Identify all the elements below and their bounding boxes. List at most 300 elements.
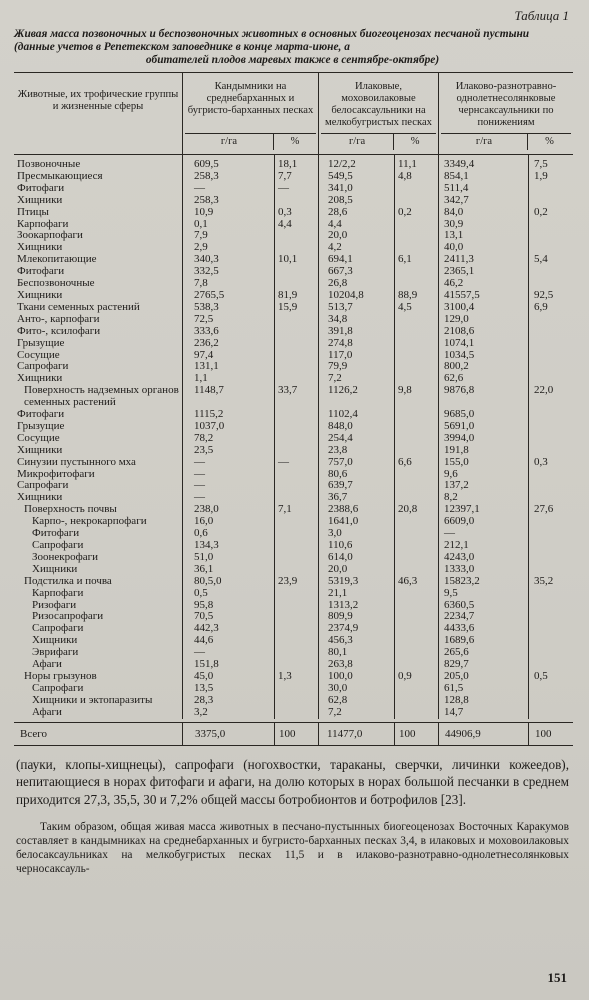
header-group-2 [318, 73, 438, 154]
header-group-3 [438, 73, 573, 154]
cell-percent: 4,4 [278, 217, 292, 230]
header-group-1 [182, 73, 318, 154]
cell-mass: 128,8 [444, 693, 469, 706]
cell-percent: 4,5 [398, 300, 412, 313]
total-value: 100 [394, 723, 438, 745]
cell-mass: — [194, 491, 205, 504]
cell-mass: 694,1 [328, 253, 353, 266]
cell-percent: 9,8 [398, 384, 412, 397]
cell-mass: 20,0 [328, 562, 348, 575]
header-percent: % [273, 134, 316, 150]
cell-mass: 10204,8 [328, 288, 364, 301]
cell-percent: 0,3 [534, 455, 548, 468]
cell-percent [394, 611, 438, 623]
header-group-title: Илаково-разнотравно-однолетнесолянковые чернсаксаульники по понижениям [455, 81, 557, 128]
cell-percent: 1,9 [534, 169, 548, 182]
cell-percent [528, 611, 573, 623]
cell-mass: 51,0 [194, 550, 214, 563]
row-label: Фито-, ксилофаги [17, 324, 101, 337]
cell-percent [394, 445, 438, 457]
cell-mass: 84,0 [444, 205, 464, 218]
cell-percent [528, 516, 573, 528]
cell-percent [274, 528, 318, 540]
cell-mass: 1313,2 [328, 598, 359, 611]
cell-mass: 3994,0 [444, 431, 475, 444]
cell-percent [274, 230, 318, 242]
cell-mass: 254,4 [328, 431, 353, 444]
row-label: Грызущие [17, 419, 65, 432]
cell-mass: 274,8 [328, 336, 353, 349]
cell-percent: 7,5 [534, 158, 548, 170]
total-value: 11477,0 [318, 723, 394, 745]
cell-mass: 23,8 [328, 443, 348, 456]
table-row [14, 457, 573, 469]
cell-mass: 2388,6 [328, 503, 359, 516]
row-label: Сапрофаги [32, 539, 84, 551]
cell-mass: 110,6 [328, 539, 353, 551]
cell-mass: 80,6 [328, 467, 348, 480]
cell-percent [394, 564, 438, 576]
cell-mass: 0,5 [194, 586, 208, 599]
row-label: Ткани семенных растений [17, 300, 140, 313]
row-label: Сосущие [17, 431, 60, 444]
cell-mass: 258,3 [194, 193, 219, 206]
column-divider [318, 155, 319, 719]
cell-percent: 92,5 [534, 288, 554, 301]
body-paragraph-small: Таким образом, общая живая масса животных в песчано-пустынных биогеоценозах Восточных Каракумов составляет в кандымниках на среднебарханных и бугристо-барханных песках 3,4, в илаковых и моховоилаковых белосаксаульниках на мелкобугристых песках 11,5 и в илаково-разнотравно-однолетнесолянковых черносаксауль- [16, 821, 569, 876]
cell-mass: 1641,0 [328, 515, 359, 528]
cell-percent [394, 314, 438, 326]
cell-percent: 0,3 [278, 205, 292, 218]
cell-mass: 2108,6 [444, 324, 475, 337]
cell-percent [274, 480, 318, 492]
cell-percent [528, 683, 573, 695]
cell-percent: 6,1 [398, 253, 412, 266]
cell-mass: 4,4 [328, 217, 342, 230]
row-label: Млекопитающие [17, 253, 97, 266]
cell-mass: 9,5 [444, 586, 458, 599]
cell-percent [394, 623, 438, 635]
cell-mass: 134,3 [194, 539, 219, 551]
row-label: Сапрофаги [17, 360, 69, 373]
cell-mass: 9,6 [444, 467, 458, 480]
cell-mass: 20,0 [328, 229, 348, 242]
caption-line: песчаной пустыни (данные учетов в Репетекском заповеднике в конце марта-июне, а [14, 28, 530, 53]
cell-percent [274, 326, 318, 338]
cell-mass: 1126,2 [328, 384, 358, 397]
row-label: Подстилка и почва [24, 574, 112, 587]
cell-percent [274, 623, 318, 635]
cell-mass: 1148,7 [194, 384, 224, 397]
cell-percent [528, 326, 573, 338]
header-group-title: Кандымники на среднебарханных и бугристо-барханных песках [187, 81, 314, 116]
cell-mass: 7,2 [328, 372, 342, 385]
cell-mass: 9685,0 [444, 408, 475, 421]
cell-percent [528, 421, 573, 433]
table-row [14, 207, 573, 219]
table-row [14, 254, 573, 266]
cell-mass: 26,8 [328, 277, 348, 290]
table-row [14, 683, 573, 695]
cell-mass: — [194, 646, 205, 659]
table-row [14, 659, 573, 671]
cell-mass: 28,6 [328, 205, 348, 218]
cell-percent: 23,9 [278, 574, 298, 587]
cell-mass: 30,9 [444, 217, 464, 230]
cell-mass: 1034,5 [444, 348, 475, 361]
cell-percent: 6,9 [534, 300, 548, 313]
cell-mass: 151,8 [194, 658, 219, 671]
cell-percent [274, 314, 318, 326]
header-subcols [441, 133, 571, 150]
cell-mass: 2411,3 [444, 253, 474, 266]
cell-percent [394, 707, 438, 719]
cell-percent [528, 195, 573, 207]
cell-mass: 265,6 [444, 646, 469, 659]
row-label: Анто-, карпофаги [17, 312, 100, 325]
cell-mass: 62,6 [444, 372, 464, 385]
cell-percent: 27,6 [534, 503, 554, 516]
table-row [14, 195, 573, 207]
column-divider [528, 155, 529, 719]
caption-line: обитателей плодов маревых также в сентябре-октябре) [145, 54, 440, 66]
cell-percent [528, 623, 573, 635]
table-row [14, 266, 573, 278]
cell-mass: 4243,0 [444, 550, 475, 563]
table-total-row [14, 722, 573, 746]
body-paragraph: (пауки, клопы-хищнецы), сапрофаги (ногохвостки, тараканы, сверчки, личинки кожеедов), непитающиеся в норах фитофаги и афаги, на долю которых в норах большой песчанки в среднем приходится 27,3, 35,5, 30 и 7,2% общей массы ботробионтов и ботрофилов [23]. [16, 756, 569, 807]
row-label: Эврифаги [32, 646, 79, 659]
cell-percent: — [278, 181, 289, 194]
cell-percent [394, 469, 438, 481]
cell-percent: 10,1 [278, 253, 298, 266]
cell-mass: 614,0 [328, 550, 353, 563]
cell-percent [394, 361, 438, 373]
column-divider [438, 155, 439, 719]
cell-percent [394, 338, 438, 350]
cell-mass: 212,1 [444, 539, 469, 551]
cell-percent: 88,9 [398, 288, 418, 301]
cell-mass: 78,2 [194, 431, 214, 444]
row-label: Позвоночные [17, 158, 81, 170]
table-row [14, 707, 573, 719]
cell-mass: 609,5 [194, 158, 219, 170]
cell-percent [274, 516, 318, 528]
cell-mass: — [194, 181, 205, 194]
cell-percent [528, 552, 573, 564]
row-label: Хищники и эктопаразиты [32, 693, 153, 706]
row-label: Карпо-, некрокарпофаги [32, 515, 147, 528]
header-unit: г/га [349, 136, 366, 147]
cell-mass: 800,2 [444, 360, 469, 373]
row-label: Афаги [32, 705, 62, 718]
cell-mass: 2374,9 [328, 622, 359, 635]
cell-percent: 15,9 [278, 300, 298, 313]
cell-percent [394, 683, 438, 695]
cell-mass: 639,7 [328, 479, 353, 492]
cell-percent [528, 635, 573, 647]
table-row [14, 516, 573, 528]
cell-mass: 332,5 [194, 265, 219, 278]
total-value: 100 [274, 723, 318, 745]
cell-percent [394, 480, 438, 492]
cell-percent: 0,5 [534, 669, 548, 682]
cell-mass: 30,0 [328, 681, 348, 694]
row-label: Пресмыкающиеся [17, 169, 103, 182]
cell-mass: 129,0 [444, 312, 469, 325]
row-label: Поверхность почвы [24, 503, 117, 516]
cell-percent [274, 588, 318, 600]
cell-percent [528, 695, 573, 707]
cell-percent [528, 183, 573, 195]
cell-percent: 6,6 [398, 455, 412, 468]
cell-mass: 13,5 [194, 681, 214, 694]
cell-percent [528, 528, 573, 540]
cell-mass: 1,1 [194, 372, 208, 385]
row-label: Ризосапрофаги [32, 610, 104, 623]
cell-percent: 46,3 [398, 574, 418, 587]
table-row [14, 552, 573, 564]
table-row [14, 230, 573, 242]
cell-mass: 258,3 [194, 169, 219, 182]
table-caption [14, 28, 571, 67]
cell-percent [394, 409, 438, 421]
cell-mass: 36,1 [194, 562, 214, 575]
cell-percent [274, 433, 318, 445]
cell-percent: 22,0 [534, 384, 554, 397]
cell-mass: 442,3 [194, 622, 219, 635]
cell-mass: — [194, 455, 205, 468]
row-label: Зоонекрофаги [32, 550, 99, 563]
cell-mass: 6609,0 [444, 515, 475, 528]
header-percent: % [393, 134, 436, 150]
cell-percent [394, 326, 438, 338]
cell-percent: 81,9 [278, 288, 298, 301]
cell-percent: 0,9 [398, 669, 412, 682]
row-label: Хищники [17, 241, 63, 254]
cell-mass: 0,6 [194, 527, 208, 540]
cell-mass: 4433,6 [444, 622, 475, 635]
cell-percent [394, 647, 438, 659]
cell-percent: 5,4 [534, 253, 548, 266]
cell-percent [528, 588, 573, 600]
cell-mass: 2365,1 [444, 265, 475, 278]
row-label: Фитофаги [32, 527, 80, 540]
cell-mass: 80,5,0 [194, 574, 222, 587]
cell-mass: 12/2,2 [328, 158, 356, 170]
cell-percent [394, 588, 438, 600]
cell-mass: 3100,4 [444, 300, 475, 313]
cell-mass: 1037,0 [194, 419, 225, 432]
cell-percent: 33,7 [278, 384, 298, 397]
row-label: Микрофитофаги [17, 467, 95, 480]
cell-mass: 70,5 [194, 610, 214, 623]
cell-mass: 3,0 [328, 527, 342, 540]
cell-mass: 23,5 [194, 443, 214, 456]
cell-percent [528, 361, 573, 373]
cell-mass: 2765,5 [194, 288, 225, 301]
cell-percent [528, 266, 573, 278]
table-row [14, 421, 573, 433]
row-label: Хищники [17, 372, 63, 385]
cell-percent [274, 469, 318, 481]
cell-mass: 1333,0 [444, 562, 475, 575]
table-row [14, 433, 573, 445]
table-row [14, 338, 573, 350]
cell-mass: 80,1 [328, 646, 348, 659]
table-row [14, 361, 573, 373]
cell-mass: 513,7 [328, 300, 353, 313]
cell-percent [528, 219, 573, 231]
cell-mass: 137,2 [444, 479, 469, 492]
cell-mass: 7,2 [328, 705, 342, 718]
cell-mass: 2,9 [194, 241, 208, 254]
cell-percent [528, 350, 573, 362]
row-label: Норы грызунов [24, 669, 97, 682]
cell-percent: 11,1 [398, 158, 417, 170]
row-label: Афаги [32, 658, 62, 671]
row-label: Зоокарпофаги [17, 229, 83, 242]
row-label: Хищники [32, 562, 78, 575]
table-row [14, 671, 573, 683]
cell-mass: 117,0 [328, 348, 353, 361]
cell-percent [274, 600, 318, 612]
column-divider [274, 155, 275, 719]
cell-percent [528, 338, 573, 350]
table-row [14, 635, 573, 647]
cell-mass: 46,2 [444, 277, 464, 290]
row-label: Сапрофаги [17, 479, 69, 492]
table-row [14, 695, 573, 707]
cell-percent [394, 421, 438, 433]
cell-mass: 341,0 [328, 181, 353, 194]
cell-mass: 456,3 [328, 634, 353, 647]
cell-percent [274, 338, 318, 350]
row-label: Беспозвоночные [17, 277, 95, 290]
cell-percent [394, 433, 438, 445]
cell-mass: 15823,2 [444, 574, 480, 587]
table-row [14, 350, 573, 362]
cell-mass: 511,4 [444, 181, 469, 194]
cell-mass: 6360,5 [444, 598, 475, 611]
column-divider [182, 155, 183, 719]
cell-percent [274, 647, 318, 659]
cell-mass: 848,0 [328, 419, 353, 432]
table-row [14, 576, 573, 588]
cell-mass: 7,9 [194, 229, 208, 242]
cell-mass: — [444, 527, 455, 540]
cell-percent [394, 600, 438, 612]
cell-percent [394, 219, 438, 231]
row-label: Фитофаги [17, 181, 65, 194]
row-label: Сапрофаги [32, 622, 84, 635]
table-row [14, 564, 573, 576]
table-row [14, 480, 573, 492]
cell-percent [528, 600, 573, 612]
table-row [14, 302, 573, 314]
row-label: Хищники [17, 288, 63, 301]
row-label: Карпофаги [17, 217, 69, 230]
cell-percent [394, 350, 438, 362]
cell-mass: 1115,2 [194, 408, 224, 421]
table-row [14, 326, 573, 338]
cell-mass: 8,2 [444, 491, 458, 504]
caption-line: Живая масса позвоночных и беспозвоночных животных в основных биогеоценозах [14, 28, 432, 40]
cell-percent [394, 230, 438, 242]
row-label: Хищники [17, 491, 63, 504]
cell-mass: 549,5 [328, 169, 353, 182]
cell-mass: 340,3 [194, 253, 219, 266]
cell-mass: 61,5 [444, 681, 464, 694]
cell-mass: 5319,3 [328, 574, 359, 587]
cell-mass: 5691,0 [444, 419, 475, 432]
cell-percent: 0,2 [398, 205, 412, 218]
cell-percent [274, 266, 318, 278]
cell-mass: — [194, 479, 205, 492]
cell-percent: 7,1 [278, 503, 292, 516]
cell-percent: 20,8 [398, 503, 418, 516]
row-label: Грызущие [17, 336, 65, 349]
cell-mass: 1689,6 [444, 634, 475, 647]
cell-mass: 44,6 [194, 634, 214, 647]
cell-percent [274, 409, 318, 421]
cell-mass: 155,0 [444, 455, 469, 468]
table-row [14, 588, 573, 600]
cell-mass: 757,0 [328, 455, 353, 468]
row-label: Хищники [17, 193, 63, 206]
cell-percent [274, 421, 318, 433]
table-row [14, 183, 573, 195]
total-value: 100 [528, 723, 573, 745]
cell-mass: 21,1 [328, 586, 348, 599]
row-label: Карпофаги [32, 586, 84, 599]
table-row [14, 469, 573, 481]
cell-mass: 100,0 [328, 669, 353, 682]
header-unit: г/га [475, 136, 493, 147]
table-row [14, 385, 573, 409]
cell-percent [528, 469, 573, 481]
cell-mass: 205,0 [444, 669, 469, 682]
cell-percent [528, 540, 573, 552]
table-body [14, 155, 573, 719]
cell-percent [274, 695, 318, 707]
cell-percent [528, 230, 573, 242]
row-label: Птицы [17, 205, 49, 218]
row-label: Синузии пустынного мха [17, 455, 136, 468]
table-row [14, 171, 573, 183]
cell-mass: 1102,4 [328, 408, 358, 421]
cell-mass: 10,9 [194, 205, 214, 218]
cell-mass: — [194, 467, 205, 480]
page-number: 151 [547, 970, 567, 985]
cell-mass: 342,7 [444, 193, 469, 206]
cell-mass: 1074,1 [444, 336, 475, 349]
cell-mass: 4,2 [328, 241, 342, 254]
table-row [14, 528, 573, 540]
cell-mass: 333,6 [194, 324, 219, 337]
header-subcols [185, 133, 316, 150]
cell-mass: 36,7 [328, 491, 348, 504]
cell-percent: 18,1 [278, 158, 298, 170]
cell-percent [528, 409, 573, 421]
total-value: 44906,9 [438, 723, 528, 745]
table-row [14, 623, 573, 635]
cell-percent [394, 183, 438, 195]
cell-percent: — [278, 455, 289, 468]
cell-percent [528, 647, 573, 659]
cell-percent [274, 707, 318, 719]
cell-percent [528, 480, 573, 492]
